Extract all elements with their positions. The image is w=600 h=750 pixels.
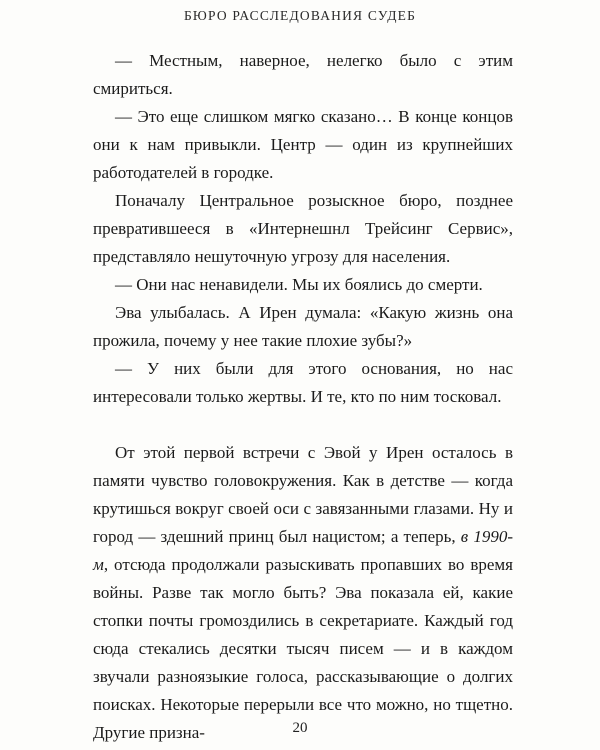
paragraph: Эва улыбалась. А Ирен думала: «Какую жизнь она прожила, почему у нее такие плохие зубы?» <box>93 303 513 350</box>
page-number: 20 <box>292 720 308 736</box>
text-run: От этой первой встречи с Эвой у Ирен осталось в памяти чувство головокружения. Как в детстве — когда крутишься вокруг своей оси с завязанными глазами. Ну и город — здешний принц был нацистом; а теперь, <box>93 443 513 546</box>
italic-emphasis: в 1990-м <box>93 527 513 574</box>
paragraph: Поначалу Центральное розыскное бюро, позднее превратившееся в «Интернешнл Трейсинг Сервис», представляло нешуточную угрозу для населения. <box>93 191 513 266</box>
paragraph: — Они нас ненавидели. Мы их боялись до смерти. <box>115 275 483 294</box>
running-head: БЮРО РАССЛЕДОВАНИЯ СУДЕБ <box>183 8 417 23</box>
paragraph: — Местным, наверное, нелегко было с этим смириться. <box>93 51 513 98</box>
paragraph: — Это еще слишком мягко сказано… В конце концов они к нам привыкли. Центр — один из крупнейших работодателей в городке. <box>93 107 513 182</box>
paragraph-section-start <box>93 439 513 747</box>
text-run: , отсюда продолжали разыскивать пропавших во время войны. Разве так могло быть? Эва показала ей, какие стопки почты громоздились в секретариате. Каждый год сюда стекались десятки тысяч писем — и в каждом звучали разноязыкие голоса, рассказывающие о долгих поисках. Некоторые перерыли все что можно, но тщетно. Другие призна- <box>93 555 513 742</box>
paragraph: — У них были для этого основания, но нас интересовали только жертвы. И те, кто по ним тосковал. <box>93 359 513 406</box>
body-text <box>93 47 513 747</box>
